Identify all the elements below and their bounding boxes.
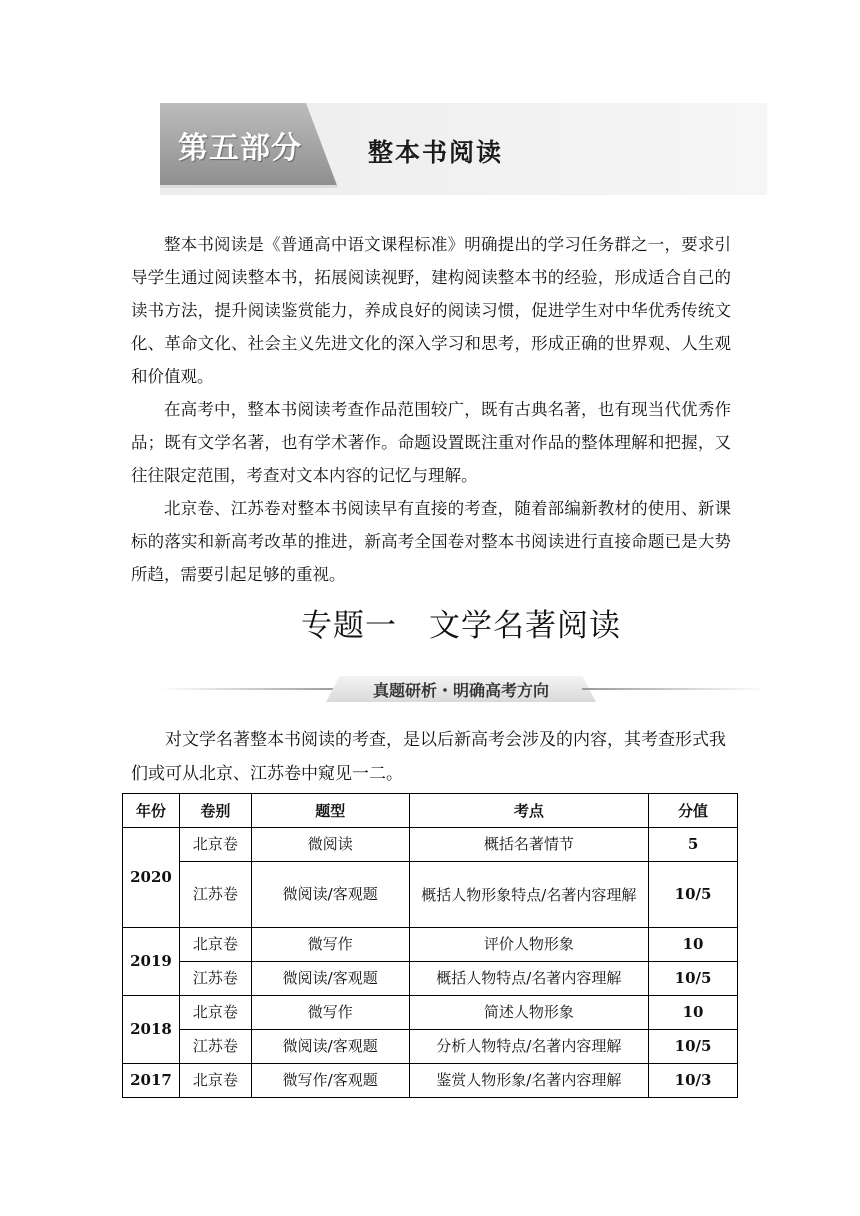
type-cell: 微阅读: [251, 828, 409, 862]
table-header-row: [123, 794, 738, 828]
score-cell: 10/5: [649, 962, 738, 996]
table-row: [123, 828, 738, 862]
point-cell: 评价人物形象: [409, 928, 649, 962]
point-cell: 概括名著情节: [409, 828, 649, 862]
type-cell: 微写作: [251, 928, 409, 962]
paper-cell: 江苏卷: [179, 1030, 251, 1064]
year-cell: 2018: [123, 996, 180, 1064]
point-cell: 鉴赏人物形象/名著内容理解: [409, 1064, 649, 1098]
header-point: 考点: [409, 794, 649, 828]
part-title: 整本书阅读: [368, 138, 504, 167]
score-cell: 10/3: [649, 1064, 738, 1098]
intro-paragraph: 在高考中，整本书阅读考查作品范围较广，既有古典名著，也有现当代优秀作品；既有文学名著，也有学术著作。命题设置既注重对作品的整体理解和把握，又往往限定范围，考查对文本内容的记忆与理解。: [131, 400, 731, 485]
point-cell: 概括人物特点/名著内容理解: [409, 962, 649, 996]
type-cell: 微写作: [251, 996, 409, 1030]
paper-cell: 江苏卷: [179, 862, 251, 928]
table-row: [123, 1030, 738, 1064]
point-cell: 分析人物特点/名著内容理解: [409, 1030, 649, 1064]
table-row: [123, 962, 738, 996]
section-ribbon-label: 真题研析・明确高考方向: [372, 681, 549, 700]
table-row: [123, 862, 738, 928]
topic-title: 专题一 文学名著阅读: [301, 608, 621, 644]
exam-table: [122, 793, 738, 1098]
intro-paragraph: 整本书阅读是《普通高中语文课程标准》明确提出的学习任务群之一，要求引导学生通过阅读整本书，拓展阅读视野，建构阅读整本书的经验，形成适合自己的读书方法，提升阅读鉴赏能力，养成良好的阅读习惯，促进学生对中华优秀传统文化、革命文化、社会主义先进文化的深入学习和思考，形成正确的世界观、人生观和价值观。: [131, 235, 731, 386]
year-cell: 2020: [123, 828, 180, 928]
table-row: [123, 928, 738, 962]
year-cell: 2019: [123, 928, 180, 996]
intro-text: [131, 228, 731, 591]
score-cell: 10/5: [649, 1030, 738, 1064]
point-cell: 简述人物形象: [409, 996, 649, 1030]
paper-cell: 北京卷: [179, 928, 251, 962]
type-cell: 微写作/客观题: [251, 1064, 409, 1098]
header-year: 年份: [123, 794, 180, 828]
paper-cell: 北京卷: [179, 828, 251, 862]
header-type: 题型: [251, 794, 409, 828]
ribbon-divider-right: [582, 688, 767, 690]
score-cell: 5: [649, 828, 738, 862]
intro-paragraph: 北京卷、江苏卷对整本书阅读早有直接的考查，随着部编新教材的使用、新课标的落实和新高考改革的推进，新高考全国卷对整本书阅读进行直接命题已是大势所趋，需要引起足够的重视。: [131, 499, 731, 584]
type-cell: 微阅读/客观题: [251, 862, 409, 928]
paper-cell: 北京卷: [179, 996, 251, 1030]
type-cell: 微阅读/客观题: [251, 962, 409, 996]
paper-cell: 北京卷: [179, 1064, 251, 1098]
score-cell: 10: [649, 928, 738, 962]
score-cell: 10: [649, 996, 738, 1030]
paper-cell: 江苏卷: [179, 962, 251, 996]
ribbon-divider-left: [160, 688, 340, 690]
part-banner: [160, 103, 767, 195]
lead-paragraph: 对文学名著整本书阅读的考查，是以后新高考会涉及的内容，其考查形式我们或可从北京、江苏卷中窥见一二。: [131, 730, 726, 784]
part-number: 第五部分: [178, 131, 302, 166]
table-row: [123, 1064, 738, 1098]
header-score: 分值: [649, 794, 738, 828]
year-cell: 2017: [123, 1064, 180, 1098]
point-cell: 概括人物形象特点/名著内容理解: [409, 862, 649, 928]
score-cell: 10/5: [649, 862, 738, 928]
header-paper: 卷别: [179, 794, 251, 828]
type-cell: 微阅读/客观题: [251, 1030, 409, 1064]
table-row: [123, 996, 738, 1030]
